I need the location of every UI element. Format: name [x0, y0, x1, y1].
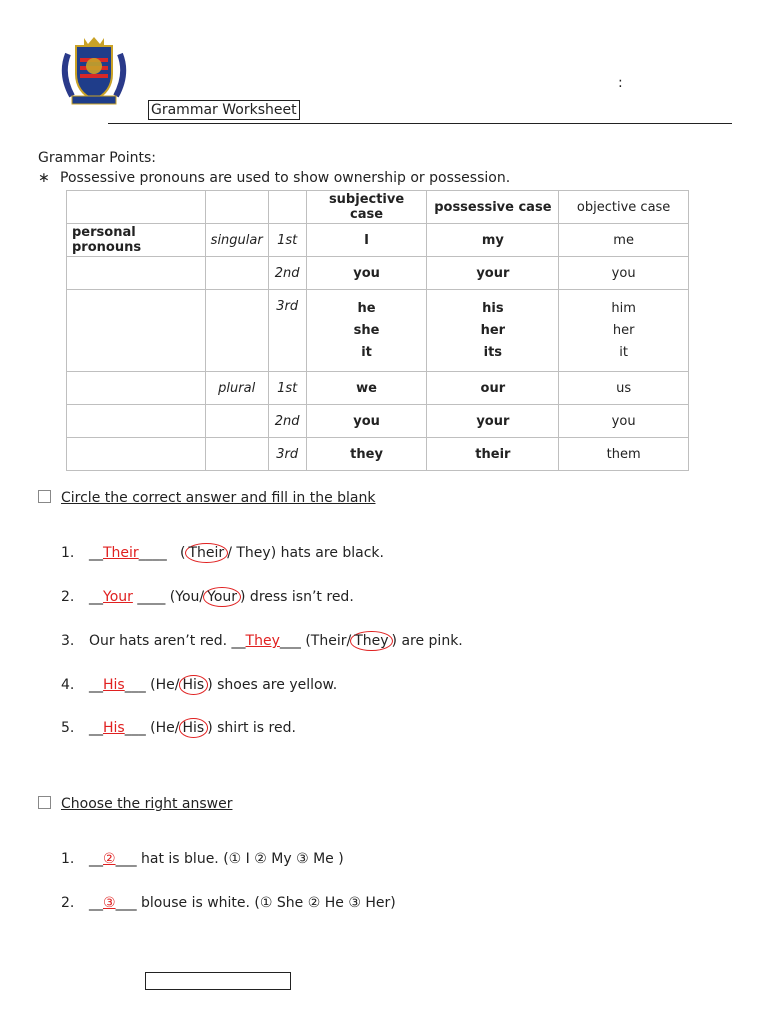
section-choose-answer [38, 796, 232, 812]
objective-cell: me [559, 224, 689, 257]
option: ① I [228, 851, 255, 867]
grammar-point [38, 170, 510, 186]
item-prefix: Our hats aren’t red. [89, 633, 232, 649]
item-text: dress isn’t red. [245, 589, 354, 605]
possessive-cell: your [427, 257, 559, 290]
option: Their [310, 633, 347, 649]
checkbox-icon[interactable] [38, 490, 51, 503]
option: ③ Her [348, 895, 391, 911]
pronoun-he: he [357, 300, 376, 316]
item-number: 5. [61, 720, 75, 736]
filled-answer: Your [103, 589, 133, 605]
table-row [67, 224, 689, 257]
circled-option: Your [203, 587, 241, 607]
filled-answer: They [245, 633, 280, 649]
item-text: are pink. [397, 633, 463, 649]
table-row [67, 257, 689, 290]
option: ③ Me [296, 851, 334, 867]
filled-answer: ③ [103, 895, 116, 911]
subjective-cell: they [306, 438, 427, 471]
person-label: 3rd [268, 438, 306, 471]
circled-option: His [179, 675, 209, 695]
possessive-cell [427, 290, 559, 372]
possessive-cell: your [427, 405, 559, 438]
item-close: ) [333, 851, 344, 867]
option: He [155, 720, 175, 736]
pronoun-table [66, 190, 689, 471]
person-label: 2nd [268, 405, 306, 438]
school-crest-icon [58, 34, 130, 108]
table-row [67, 405, 689, 438]
item-number: 3. [61, 633, 75, 649]
item-text: shirt is red. [212, 720, 296, 736]
person-label: 2nd [268, 257, 306, 290]
filled-answer: His [103, 720, 125, 736]
option: ① She [259, 895, 308, 911]
subjective-cell: I [306, 224, 427, 257]
subjective-cell: you [306, 405, 427, 438]
subjective-cell: we [306, 372, 427, 405]
option: He [155, 677, 175, 693]
header-possessive: possessive case [427, 191, 559, 224]
option: You [175, 589, 200, 605]
table-row [67, 372, 689, 405]
subjective-cell: you [306, 257, 427, 290]
pronoun-his: his [482, 300, 504, 316]
circled-option: His [179, 718, 209, 738]
filled-answer: ② [103, 851, 116, 867]
list-item: 3. Our hats aren’t red. __They___ (Their/ They ) are pink. [61, 633, 463, 649]
header-colon: : [618, 75, 623, 91]
table-row [67, 290, 689, 372]
section-title: Circle the correct answer and fill in the blank [61, 490, 376, 506]
item-number: 2. [61, 589, 75, 605]
item-number: 2. [61, 895, 75, 911]
objective-cell: us [559, 372, 689, 405]
list-item: 1. __②___ hat is blue. (① I ② My ③ Me ) [61, 851, 344, 867]
asterisk-bullet-icon: ∗ [38, 170, 50, 186]
person-label: 1st [268, 372, 306, 405]
objective-cell: you [559, 405, 689, 438]
table-header-row [67, 191, 689, 224]
list-item: 2. __③___ blouse is white. (① She ② He ③ Her) [61, 895, 396, 911]
list-item: 2. __Your ____ (You/ Your ) dress isn’t red. [61, 589, 354, 605]
circled-option: They [350, 631, 392, 651]
item-number: 4. [61, 677, 75, 693]
section-circle-answer [38, 490, 376, 506]
pronoun-her: her [480, 322, 506, 338]
row-label: personal pronouns [67, 224, 206, 257]
header-subjective: subjective case [306, 191, 427, 224]
filled-answer: Their [103, 545, 139, 561]
pronoun-its: its [483, 344, 503, 360]
objective-cell: them [559, 438, 689, 471]
possessive-cell: my [427, 224, 559, 257]
grammar-point-text: Possessive pronouns are used to show ownership or possession. [60, 170, 511, 186]
objective-cell: you [559, 257, 689, 290]
option: ② My [254, 851, 297, 867]
name-box [145, 972, 291, 990]
option: They [236, 545, 271, 561]
item-text: hats are black. [276, 545, 384, 561]
item-text: shoes are yellow. [212, 677, 338, 693]
table-row [67, 438, 689, 471]
item-text: hat is blue. ( [136, 851, 229, 867]
pronoun-her-obj: her [612, 322, 635, 338]
person-label: 1st [268, 224, 306, 257]
pronoun-it-obj: it [619, 344, 628, 360]
header-objective: objective case [559, 191, 689, 224]
pronoun-him: him [611, 300, 636, 316]
item-number: 1. [61, 545, 75, 561]
worksheet-title: Grammar Worksheet [148, 100, 300, 120]
person-label: 3rd [268, 290, 306, 372]
pronoun-it: it [361, 344, 372, 360]
item-close: ) [390, 895, 396, 911]
possessive-cell: our [427, 372, 559, 405]
filled-answer: His [103, 677, 125, 693]
grammar-points-heading: Grammar Points: [38, 150, 157, 166]
objective-cell [559, 290, 689, 372]
option: ② He [307, 895, 349, 911]
subjective-cell [306, 290, 427, 372]
list-item: 4. __His___ (He/ His ) shoes are yellow. [61, 677, 338, 693]
pronoun-she: she [353, 322, 380, 338]
item-number: 1. [61, 851, 75, 867]
number-label: singular [205, 224, 268, 257]
list-item: 1. __Their____ ( Their / They) hats are black. [61, 545, 384, 561]
item-text: blouse is white. ( [136, 895, 260, 911]
section-title: Choose the right answer [61, 796, 233, 812]
circled-option: Their [185, 543, 229, 563]
possessive-cell: their [427, 438, 559, 471]
number-label: plural [205, 372, 268, 405]
list-item: 5. __His___ (He/ His ) shirt is red. [61, 720, 296, 736]
header-divider [108, 123, 732, 124]
checkbox-icon[interactable] [38, 796, 51, 809]
